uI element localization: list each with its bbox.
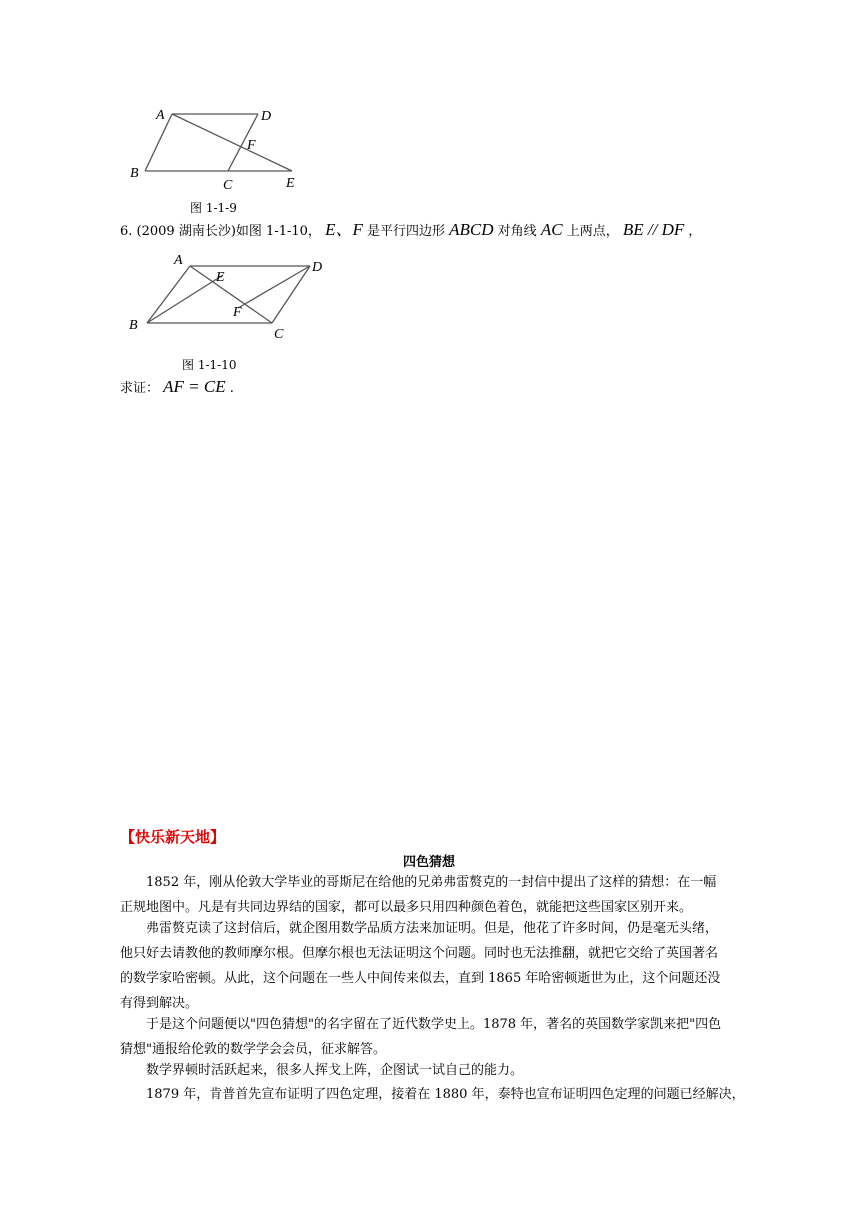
fig9-label-b: B <box>130 166 139 181</box>
figure-1-1-9-caption: 图 1-1-9 <box>190 201 237 215</box>
proof-line <box>120 374 234 401</box>
problem-number: 6. <box>120 224 133 239</box>
fig10-label-f: F <box>233 305 242 320</box>
figure-1-1-10 <box>120 250 340 350</box>
parallel-condition: BE // DF <box>622 220 685 239</box>
article-paragraph-1: 1852 年，刚从伦敦大学毕业的哥斯尼在给他的兄弟弗雷赘克的一封信中提出了这样的猜想：在一幅正规地图中。凡是有共同边界结的国家，都可以最多只用四种颜色着色，就能把这些国家区别开来。 <box>120 875 717 915</box>
problem-6-line <box>120 217 701 244</box>
fig10-label-a: A <box>174 253 183 268</box>
figure-1-1-9 <box>120 100 320 195</box>
fig10-label-c: C <box>274 327 284 342</box>
article-title: 四色猜想 <box>403 855 456 870</box>
problem-text-mid: 是平行四边形 <box>366 224 445 239</box>
problem-comma: ， <box>688 224 702 239</box>
article-paragraph-5: 1879 年，肯普首先宣布证明了四色定理，接着在 1880 年，泰特也宣布证明四色定理的问题已经解决， <box>146 1087 745 1102</box>
article-paragraph-2: 弗雷赘克读了这封信后，就企图用数学品质方法来加证明。但是，他花了许多时间，仍是毫无头绪，他只好去请教他的教师摩尔根。但摩尔根也无法证明这个问题。同时也无法推翻，就把它交给了英国著名的数学家哈密顿。从此，这个问题在一些人中间传来似去，直到 1865 年哈密顿逝世为止，这个问题还没有得到解决。 <box>120 921 721 1011</box>
points-ef: E、F <box>325 220 363 239</box>
fig10-label-e: E <box>216 270 225 285</box>
proof-statement: AF = CE <box>163 377 226 396</box>
fig9-label-e: E <box>286 176 295 191</box>
fig9-label-d: D <box>261 109 272 124</box>
problem-text-two: 上两点， <box>566 224 619 239</box>
fig10-label-b: B <box>129 318 138 333</box>
diagonal-ac: AC <box>540 220 563 239</box>
article-paragraph-4: 数学界顿时活跃起来，很多人挥戈上阵，企图试一试自己的能力。 <box>146 1063 524 1078</box>
section-heading: 【快乐新天地】 <box>120 828 226 846</box>
fig10-label-d: D <box>312 260 323 275</box>
problem-text-diag: 对角线 <box>497 224 537 239</box>
proof-label: 求证： <box>120 381 160 396</box>
parallelogram-abcd: ABCD <box>449 220 494 239</box>
figure-1-1-10-caption: 图 1-1-10 <box>182 358 237 372</box>
fig9-label-a: A <box>156 108 165 123</box>
fig9-label-f: F <box>247 138 256 153</box>
article-paragraph-3: 于是这个问题便以"四色猜想"的名字留在了近代数学史上。1878 年，著名的英国数学家凯来把"四色猜想"通报给伦敦的数学学会会员，征求解答。 <box>120 1017 722 1057</box>
fig9-label-c: C <box>223 178 233 193</box>
problem-source: (2009 湖南长沙)如图 1-1-10， <box>136 224 321 239</box>
proof-period: . <box>229 381 234 396</box>
